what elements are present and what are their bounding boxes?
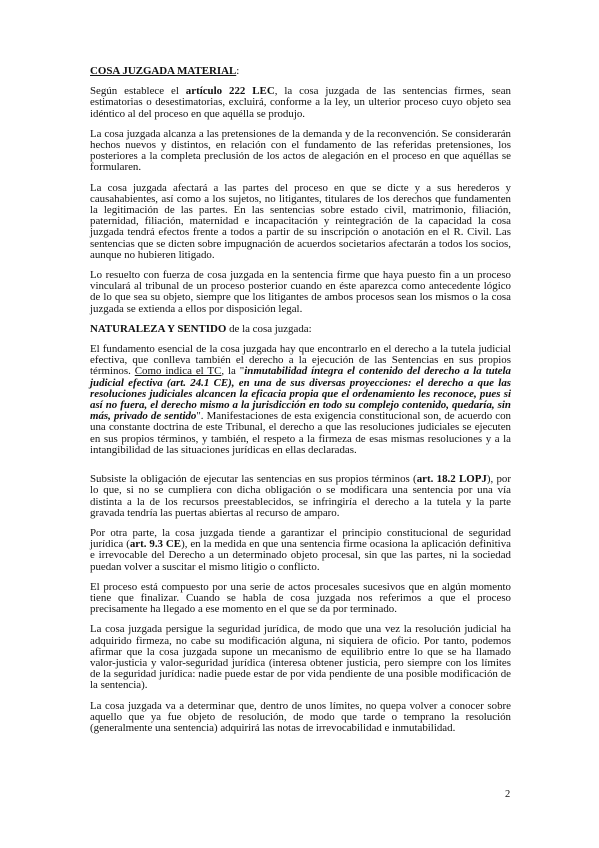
p5-quote: inmutabilidad íntegra el contenido del derecho a la tutela judicial efectiva (art. 24.1 CE), en una de sus diversas proyecciones: el derecho a que las resoluciones judiciales alcancen la eficacia propia que el ordenamiento les reconoce, pues si así no fuera, el derecho mismo a la jurisdicción en todo su complejo contenido, quedaría, sin más, privado de sentido xyxy=(90,365,511,423)
p5-tc-reference: Como indica el TC xyxy=(134,365,222,378)
paragraph-7 xyxy=(90,528,511,573)
page-number: 2 xyxy=(505,789,511,800)
paragraph-6 xyxy=(90,474,511,519)
paragraph-4: Lo resuelto con fuerza de cosa juzgada en la sentencia firme que haya puesto fin a un proceso vinculará al tribunal de un proceso posterior cuando en éste aparezca como antecedente lógico de lo que sea su objeto, siempre que los litigantes de ambos procesos sean los mismos o la cosa juzgada se extienda a ellos por disposición legal. xyxy=(90,269,511,315)
p1-text-c: , la cosa juzgada de las sentencias firmes, sean estimatorias o desestimatorias, excluirá, conforme a la ley, un ulterior proceso cuyo objeto sea idéntico al del proceso en que aquélla se produjo. xyxy=(90,85,511,120)
p5-text-a: El fundamento esencial de la cosa juzgada hay que encontrarlo en el derecho a la tutela judicial efectiva, que conlleva también el derecho a la ejecución de las Sentencias en sus propios términos. xyxy=(90,343,511,378)
paragraph-10: La cosa juzgada va a determinar que, dentro de unos límites, no quepa volver a conocer sobre aquello que ya fue objeto de resolución, de modo que tarde o temprano la resolución (generalmente una sentencia) adquirirá las notas de irrevocabilidad e inmutabilidad. xyxy=(90,699,511,734)
p7-text-a: Por otra parte, la cosa juzgada tiende a garantizar el principio constitucional de seguridad jurídica ( xyxy=(90,526,511,551)
p7-text-c: ), en la medida en que una sentencia firme ocasiona la aplicación definitiva e irrevocable del Derecho a un determinado objeto procesal, sin que las partes, ni la sociedad puedan volver a suscitar el mismo litigio o conflicto. xyxy=(90,538,511,573)
p7-article-ref: art. 9.3 CE xyxy=(129,538,182,551)
heading2-bold: NATURALEZA Y SENTIDO xyxy=(90,322,227,335)
paragraph-1 xyxy=(90,86,511,120)
section-heading-cosa-juzgada-material xyxy=(90,66,511,77)
p6-text-c: ), por lo que, si no se cumpliera con dicha obligación o se modificara una sentencia por una vía distinta a la de los recursos preestablecidos, se infringiría el derecho a la tutela y la parte gravada tendría las puertas abiertas al recurso de amparo. xyxy=(90,473,511,519)
p6-article-ref: art. 18.2 LOPJ xyxy=(416,473,487,486)
p1-article-ref: artículo 222 LEC xyxy=(185,85,275,98)
p1-text-a: Según establece el xyxy=(90,85,186,98)
paragraph-2: La cosa juzgada alcanza a las pretensiones de la demanda y de la reconvención. Se considerarán hechos nuevos y distintos, en relación con el fundamento de las referidas pretensiones, los posteriores a la completa preclusión de los actos de alegación en el proceso en que aquéllas se formularen. xyxy=(90,127,511,174)
heading-colon: : xyxy=(236,65,240,77)
paragraph-3: La cosa juzgada afectará a las partes del proceso en que se dicte y a sus herederos y causahabientes, así como a los sujetos, no litigantes, titulares de los derechos que fundamenten la legitimación de las partes. En las sentencias sobre estado civil, matrimonio, filiación, paternidad, filiación, maternidad e incapacitación y reintegración de la capacidad la cosa juzgada tendrá efectos frente a todos a partir de su inscripción o anotación en el R. Civil. Las sentencias que se dicten sobre impugnación de acuerdos societarios afectarán a todos los socios, aunque no hubieren litigado. xyxy=(90,181,511,261)
paragraph-5 xyxy=(90,344,511,456)
heading-title: COSA JUZGADA MATERIAL xyxy=(90,65,237,77)
document-page xyxy=(90,66,511,743)
section-heading-naturaleza xyxy=(90,324,511,335)
paragraph-9: La cosa juzgada persigue la seguridad jurídica, de modo que una vez la resolución judicial ha adquirido firmeza, no cabe su modificación alguna, ni siquiera de oficio. Por tanto, podemos afirmar que la cosa juzgada supone un mecanismo de equilibrio entre lo que se ha llamado valor-justicia y valor-seguridad jurídica (interesa obtener justicia, pero siempre con los límites de la seguridad jurídica: nadie puede estar de por vida pendiente de una posible modificación de la sentencia). xyxy=(90,623,511,692)
p5-text-c: , la " xyxy=(221,365,245,378)
p6-text-a: Subsiste la obligación de ejecutar las sentencias en sus propios términos ( xyxy=(90,473,417,486)
paragraph-8: El proceso está compuesto por una serie de actos procesales sucesivos que en algún momento tiene que finalizar. Cuando se habla de cosa juzgada nos referimos a que el proceso precisamente ha llegado a ese momento en el que se da por terminado. xyxy=(90,580,511,616)
heading2-rest: de la cosa juzgada: xyxy=(226,322,312,335)
p5-text-e: ". Manifestaciones de esta exigencia constitucional son, de acuerdo con una constante doctrina de este Tribunal, el derecho a que las resoluciones judiciales se ejecuten en sus propios términos, y también, el respeto a la firmeza de esas mismas resoluciones y a la intangibilidad de las situaciones jurídicas en ellas declaradas. xyxy=(90,410,511,456)
